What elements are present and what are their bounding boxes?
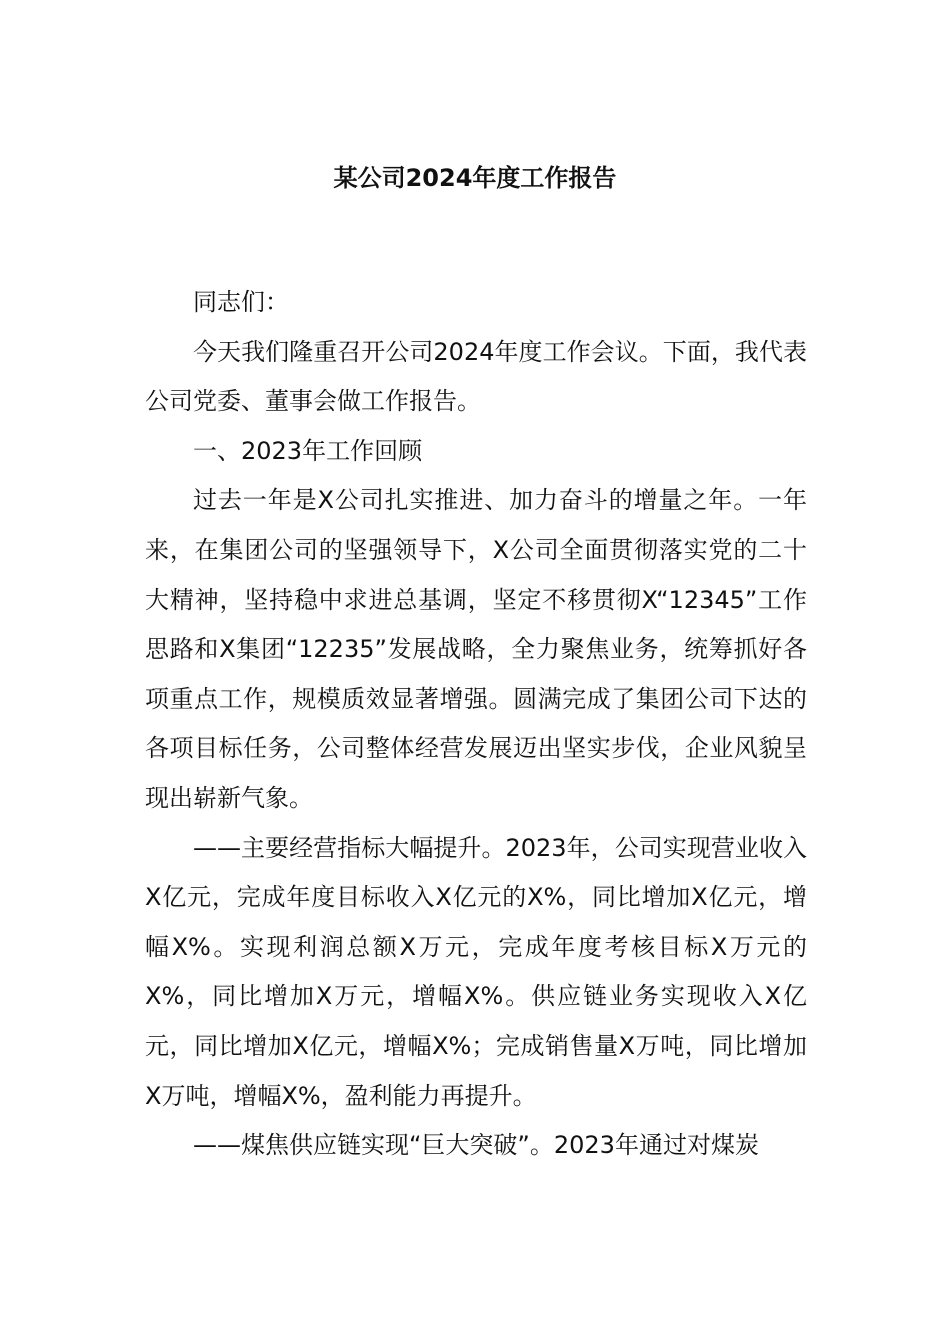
section-heading: 一、2023年工作回顾 <box>193 436 423 465</box>
supply-chain-paragraph: ——煤焦供应链实现“巨大突破”。2023年通过对煤炭 <box>193 1131 759 1160</box>
document-body <box>145 278 807 1171</box>
review-paragraph: 过去一年是X公司扎实推进、加力奋斗的增量之年。一年来，在集团公司的坚强领导下，X公司全面贯彻落实党的二十大精神，坚持稳中求进总基调，坚定不移贯彻X“12345”工作思路和X集团“12235”发展战略，全力聚焦业务，统筹抓好各项重点工作，规模质效显著增强。圆满完成了集团公司下达的各项目标任务，公司整体经营发展迈出坚实步伐，企业风貌呈现出崭新气象。 <box>145 486 807 812</box>
document-title: 某公司2024年度工作报告 <box>333 164 617 192</box>
indicators-paragraph: ——主要经营指标大幅提升。2023年，公司实现营业收入X亿元，完成年度目标收入X亿元的X%，同比增加X亿元，增幅X%。实现利润总额X万元，完成年度考核目标X万元的X%，同比增加X万元，增幅X%。供应链业务实现收入X亿元，同比增加X亿元，增幅X%；完成销售量X万吨，同比增加X万吨，增幅X%，盈利能力再提升。 <box>145 833 807 1110</box>
intro-paragraph: 今天我们隆重召开公司2024年度工作会议。下面，我代表公司党委、董事会做工作报告。 <box>145 337 807 416</box>
salutation-paragraph: 同志们： <box>193 288 289 316</box>
